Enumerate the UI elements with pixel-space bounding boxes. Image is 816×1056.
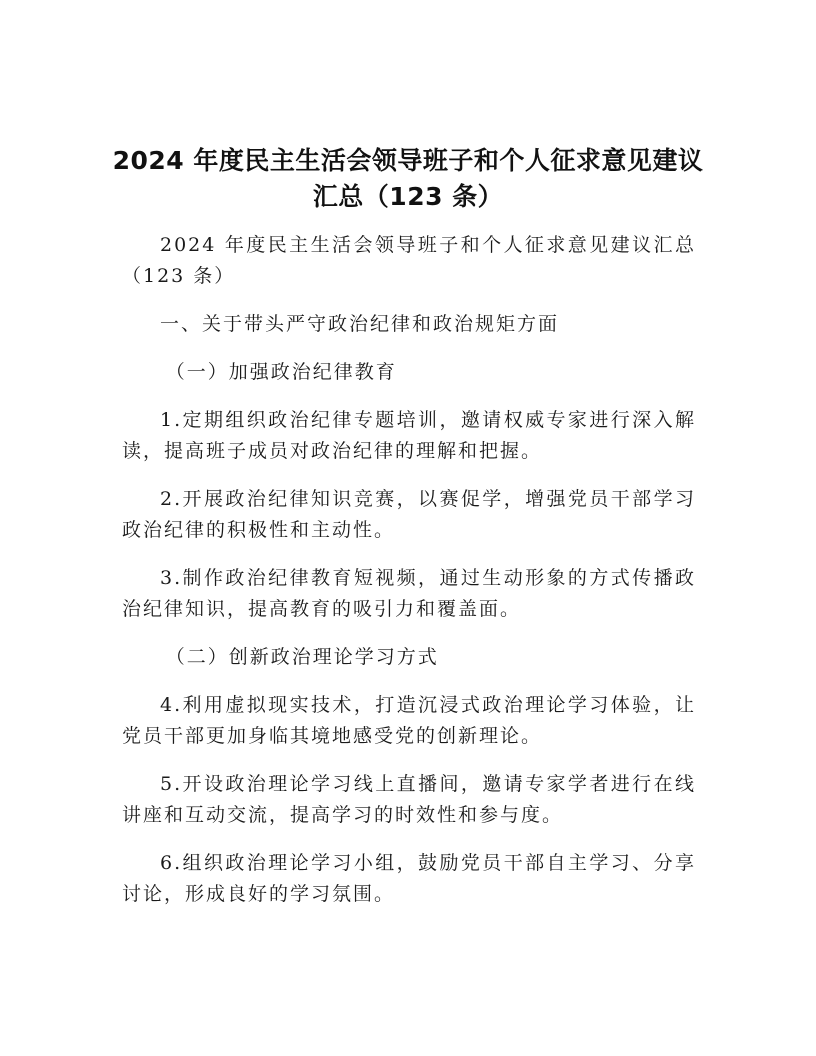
section-heading: 一、关于带头严守政治纪律和政治规矩方面: [160, 313, 560, 335]
list-item: 4.利用虚拟现实技术，打造沉浸式政治理论学习体验，让党员干部更加身临其境地感受党的创新理论。: [122, 694, 696, 747]
list-item: 3.制作政治纪律教育短视频，通过生动形象的方式传播政治纪律知识，提高教育的吸引力和覆盖面。: [122, 567, 696, 620]
list-item: 5.开设政治理论学习线上直播间，邀请专家学者进行在线讲座和互动交流，提高学习的时效性和参与度。: [122, 773, 696, 826]
intro-paragraph: 2024 年度民主生活会领导班子和个人征求意见建议汇总（123 条）: [122, 234, 696, 287]
subsection-heading: （一）加强政治纪律教育: [165, 361, 397, 383]
list-item: 2.开展政治纪律知识竞赛，以赛促学，增强党员干部学习政治纪律的积极性和主动性。: [122, 488, 696, 541]
document-title: 2024 年度民主生活会领导班子和个人征求意见建议汇总（123 条）: [112, 146, 704, 211]
subsection-heading: （二）创新政治理论学习方式: [165, 646, 439, 668]
list-item: 1.定期组织政治纪律专题培训，邀请权威专家进行深入解读，提高班子成员对政治纪律的理解和把握。: [122, 409, 696, 462]
list-item: 6.组织政治理论学习小组，鼓励党员干部自主学习、分享讨论，形成良好的学习氛围。: [122, 852, 696, 905]
document-body: [122, 230, 696, 927]
